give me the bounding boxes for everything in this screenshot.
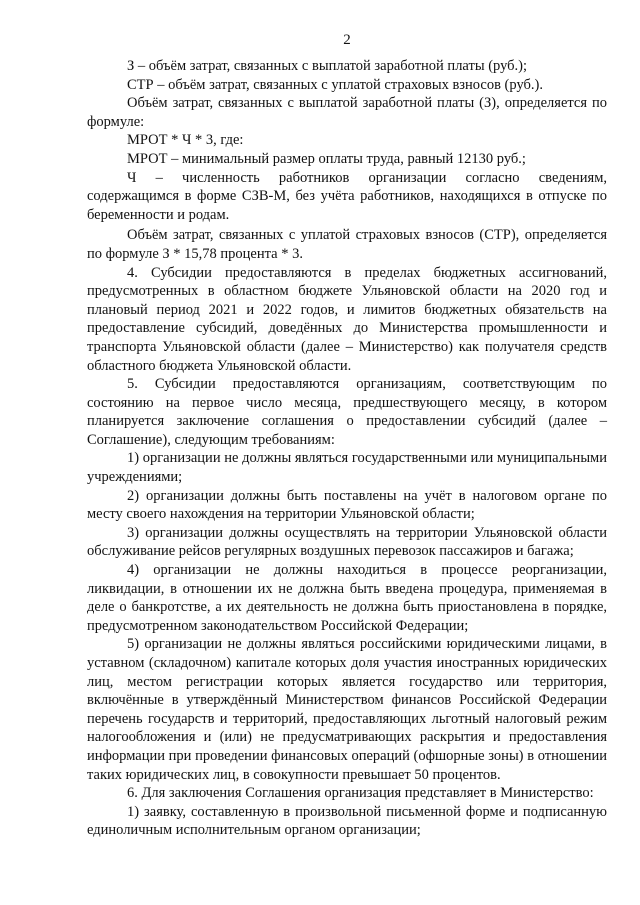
page-number: 2 [343, 32, 351, 48]
definition-str: СТР – объём затрат, связанных с уплатой страховых взносов (руб.). [127, 76, 543, 93]
definition-z: З – объём затрат, связанных с выплатой заработной платы (руб.); [127, 58, 528, 74]
clause-4: 4. Субсидии предоставляются в пределах бюджетных ассигнований, предусмотренных в областном бюджете Ульяновской области на 2020 год и плановый период 2021 и 2022 годов, и лимитов бюджетных обязательств на предоставление субсидий, доведённых до Министерства промышленности и транспорта Ульяновской области (далее – Министерство) как получателя средств областного бюджета Ульяновской области. [87, 264, 607, 374]
requirement-2: 2) организации должны быть поставлены на учёт в налоговом органе по месту своего нахождения на территории Ульяновской области; [87, 487, 607, 523]
paragraph-z-formula-intro: Объём затрат, связанных с выплатой заработной платы (З), определяется по формуле: [87, 95, 607, 130]
requirement-1: 1) организации не должны являться государственными или муниципальными учреждениями; [87, 450, 607, 486]
clause-6-item-1: 1) заявку, составленную в произвольной письменной форме и подписанную единоличным исполнительным органом организации; [87, 803, 607, 839]
requirement-4: 4) организации не должны находиться в процессе реорганизации, ликвидации, в отношении их не должна быть введена процедура, применяемая в деле о банкротстве, а их деятельность не должна быть приостановлена в порядке, предусмотренном законодательством Российской Федерации; [87, 562, 607, 634]
requirement-5: 5) организации не должны являться российскими юридическими лицами, в уставном (складочном) капитале которых доля участия иностранных юридических лиц, местом регистрации которых является государство или территория, включённые в утверждённый Министерством финансов Российской Федерации перечень государств и территорий, предоставляющих льготный налоговый режим налогообложения и (или) не предусматривающих раскрытия и предоставления информации при проведении финансовых операций (офшорные зоны) в отношении таких юридических лиц, в совокупности превышает 50 процентов. [87, 636, 607, 783]
paragraph-str-formula: Объём затрат, связанных с уплатой страховых взносов (СТР), определяется по формуле З * 15,78 процента * 3. [87, 227, 607, 262]
clause-6: 6. Для заключения Соглашения организация представляет в Министерство: [127, 785, 594, 802]
definition-mrot: МРОТ – минимальный размер оплаты труда, равный 12130 руб.; [127, 150, 526, 167]
formula-z: МРОТ * Ч * 3, где: [127, 132, 244, 149]
definition-ch: Ч – численность работников организации согласно сведениям, содержащимся в форме СЗВ-М, без учёта работников, находящихся в отпуске по беременности и родам. [87, 169, 607, 223]
clause-5: 5. Субсидии предоставляются организациям, соответствующим по состоянию на первое число месяца, предшествующего месяцу, в котором планируется заключение соглашения о предоставлении субсидий (далее – Соглашение), следующим требованиям: [87, 376, 607, 448]
requirement-3: 3) организации должны осуществлять на территории Ульяновской области обслуживание рейсов регулярных воздушных перевозок пассажиров и багажа; [87, 524, 607, 560]
